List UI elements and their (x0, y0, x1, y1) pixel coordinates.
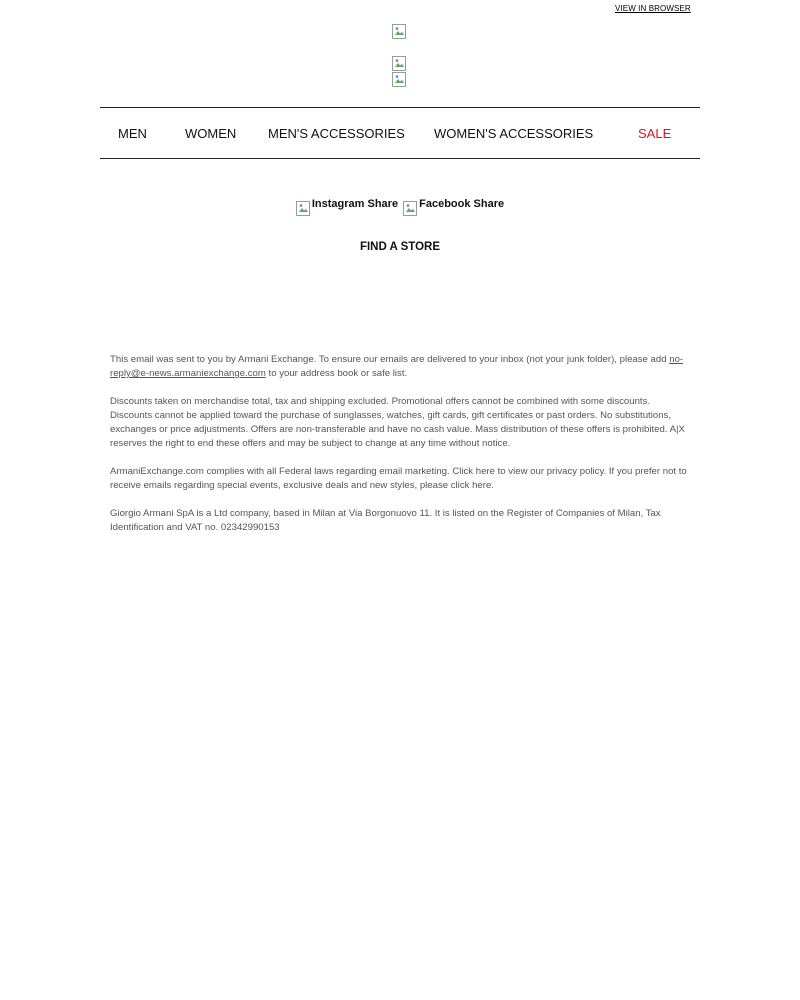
facebook-icon (403, 201, 419, 217)
nav-item-women[interactable]: WOMEN (185, 126, 237, 141)
broken-image-icon[interactable] (392, 24, 408, 40)
nav-item-womens-accessories[interactable]: WOMEN'S ACCESSORIES (434, 126, 594, 141)
nav-item-men[interactable]: MEN (118, 126, 147, 141)
footer-paragraph-discounts: Discounts taken on merchandise total, tax and shipping excluded. Promotional offers cannot be combined with some discounts. Discounts cannot be applied toward the purchase of sunglasses, watches, gift cards, gift certificates or past orders. No substitutions, exchanges or price adjustments. Offers are non-transferable and have no cash value. Mass distribution of these offers is prohibited. A|X reserves the right to end these offers and may be subject to change at any time without notice. (110, 396, 685, 449)
broken-image-icon[interactable] (392, 72, 408, 88)
nav-item-sale[interactable]: SALE (638, 126, 672, 141)
facebook-share-label: Facebook Share (419, 198, 505, 210)
main-nav (100, 107, 700, 159)
instagram-share-link[interactable] (296, 198, 398, 217)
footer-legal (110, 353, 690, 549)
footer-text: This email was sent to you by Armani Exchange. To ensure our emails are delivered to your inbox (not your junk folder), please add (110, 354, 670, 365)
instagram-icon (296, 201, 312, 217)
footer-paragraph-company: Giorgio Armani SpA is a Ltd company, based in Milan at Via Borgonuovo 11. It is listed on the Register of Companies of Milan, Tax Identification and VAT no. 02342990153 (110, 508, 661, 533)
footer-paragraph-sender (110, 353, 690, 381)
view-in-browser-link[interactable]: VIEW IN BROWSER (615, 4, 691, 13)
find-a-store-link[interactable]: FIND A STORE (359, 241, 441, 253)
nav-item-mens-accessories[interactable]: MEN'S ACCESSORIES (268, 126, 405, 141)
footer-paragraph-privacy: ArmaniExchange.com complies with all Federal laws regarding email marketing. Click here to view our privacy policy. If you prefer not to receive emails regarding special events, exclusive deals and new styles, please click here. (110, 466, 687, 491)
facebook-share-link[interactable] (403, 198, 504, 217)
email-address-link[interactable]: no-reply@e-news.armaniexchange.com (110, 354, 684, 379)
footer-text: to your address book or safe list. (265, 368, 408, 379)
social-share-row (0, 198, 800, 217)
broken-image-icon[interactable] (392, 56, 408, 72)
instagram-share-label: Instagram Share (311, 198, 399, 210)
